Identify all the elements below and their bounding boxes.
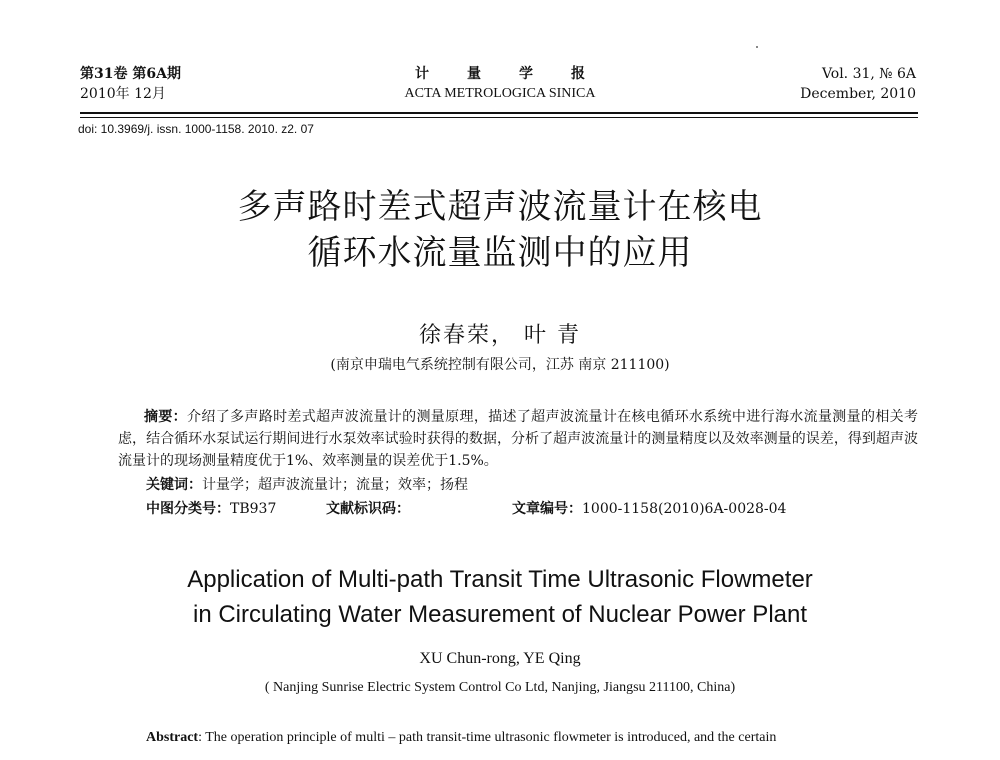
doc-code-label: 文献标识码： (326, 501, 410, 517)
article-no-field (512, 498, 786, 518)
header-rule-thin (80, 117, 918, 118)
doi-line[interactable]: doi: 10.3969/j. issn. 1000-1158. 2010. z2. 07 (78, 122, 314, 136)
scan-speck (756, 46, 758, 48)
article-no-value: 1000-1158(2010)6A-0028-04 (582, 501, 787, 517)
header-right (800, 64, 916, 104)
keywords-text: 计量学；超声波流量计；流量；效率；扬程 (202, 477, 468, 493)
abstract-zh-label: 摘要： (144, 409, 188, 425)
abstract-en-text: : The operation principle of multi – path transit-time ultrasonic flowmeter is introduced, and the certain (198, 730, 777, 745)
title-zh-line-1: 多声路时差式超声波流量计在核电 (237, 187, 763, 227)
affiliation-en: ( Nanjing Sunrise Electric System Control Co Ltd, Nanjing, Jiangsu 211100, China) (264, 680, 736, 695)
title-en-line-1: Application of Multi-path Transit Time Ultrasonic Flowmeter (187, 566, 813, 593)
abstract-zh (118, 406, 918, 472)
paper-title-en (0, 562, 1000, 632)
clc-field (146, 498, 276, 518)
keywords-label: 关键词： (146, 477, 202, 493)
authors-en: XU Chun-rong, YE Qing (419, 650, 581, 667)
date-zh: 2010年 12月 (80, 86, 166, 102)
clc-value: TB937 (230, 501, 277, 517)
journal-name-en: ACTA METROLOGICA SINICA (404, 86, 596, 101)
affiliation-zh: (南京申瑞电气系统控制有限公司，江苏 南京 211100) (330, 357, 670, 373)
volume-issue-zh: 第31卷 第6A期 (80, 66, 181, 82)
doc-code-field (326, 498, 410, 518)
header-rule-thick (80, 112, 918, 114)
keywords-zh (146, 474, 468, 494)
journal-name-zh: 计量学报 (415, 66, 623, 82)
title-en-line-2: in Circulating Water Measurement of Nuclear Power Plant (192, 601, 808, 628)
volume-issue-en: Vol. 31, № 6A (821, 66, 916, 82)
authors-zh: 徐春荣， 叶 青 (419, 323, 581, 348)
title-zh-line-2: 循环水流量监测中的应用 (307, 233, 693, 273)
paper-title-zh (0, 184, 1000, 276)
clc-label: 中图分类号： (146, 501, 230, 517)
date-en: December, 2010 (800, 86, 916, 102)
abstract-zh-text: 介绍了多声路时差式超声波流量计的测量原理，描述了超声波流量计在核电循环水系统中进行海水流量测量的相关考虑，结合循环水泵试运行期间进行水泵效率试验时获得的数据，分析了超声波流量计的测量精度以及效率测量的误差，得到超声波流量计的现场测量精度优于1%、效率测量的误差优于1.5%。 (118, 409, 919, 469)
abstract-en (146, 730, 916, 746)
article-no-label: 文章编号： (512, 501, 582, 517)
abstract-en-label: Abstract (146, 730, 199, 745)
